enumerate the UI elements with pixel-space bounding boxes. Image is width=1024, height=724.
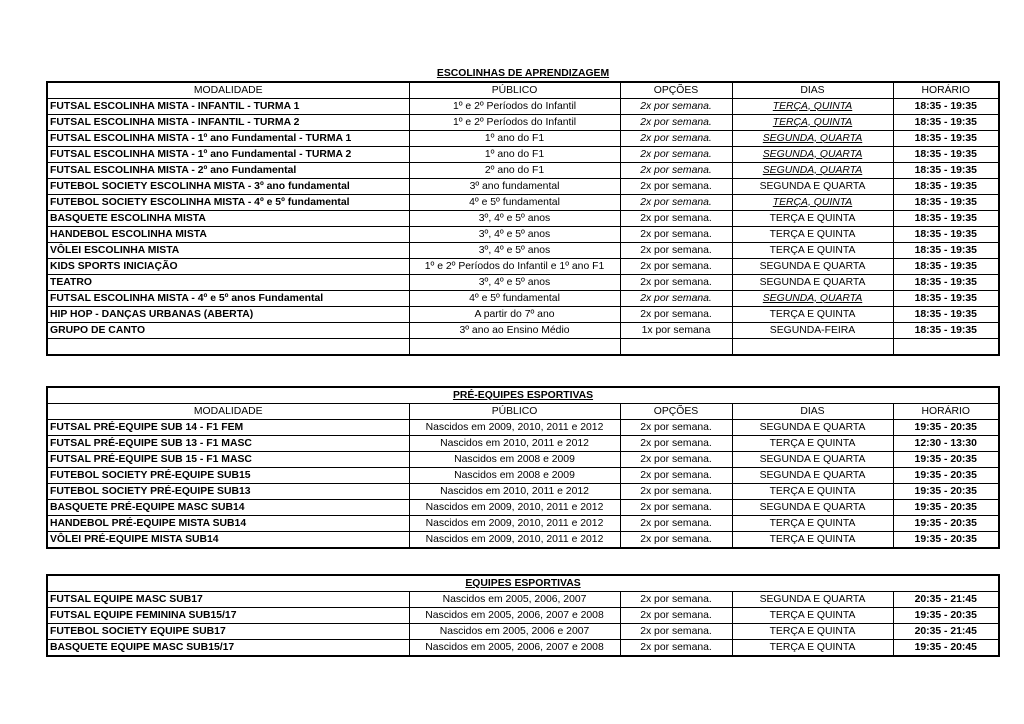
cell-modalidade: TEATRO (47, 275, 409, 291)
cell-publico: Nascidos em 2005, 2006, 2007 e 2008 (409, 608, 620, 624)
cell-dias: SEGUNDA-FEIRA (732, 323, 893, 339)
cell-dias: TERÇA E QUINTA (732, 436, 893, 452)
cell-modalidade: BASQUETE ESCOLINHA MISTA (47, 211, 409, 227)
cell-modalidade: FUTSAL EQUIPE MASC SUB17 (47, 592, 409, 608)
cell-dias: SEGUNDA, QUARTA (732, 163, 893, 179)
cell-opcoes: 2x por semana. (620, 163, 732, 179)
table-row (47, 195, 999, 211)
table-row (47, 484, 999, 500)
cell-dias (732, 339, 893, 356)
cell-publico: 1º ano do F1 (409, 147, 620, 163)
cell-dias: SEGUNDA E QUARTA (732, 468, 893, 484)
cell-opcoes: 2x por semana. (620, 211, 732, 227)
cell-dias: SEGUNDA E QUARTA (732, 275, 893, 291)
table-row (47, 608, 999, 624)
cell-publico: 1º e 2º Períodos do Infantil (409, 115, 620, 131)
cell-dias: TERÇA E QUINTA (732, 307, 893, 323)
cell-dias: SEGUNDA, QUARTA (732, 291, 893, 307)
cell-modalidade: BASQUETE PRÉ-EQUIPE MASC SUB14 (47, 500, 409, 516)
cell-dias: SEGUNDA, QUARTA (732, 147, 893, 163)
cell-modalidade: HANDEBOL ESCOLINHA MISTA (47, 227, 409, 243)
header-dias: DIAS (732, 82, 893, 99)
cell-modalidade: FUTSAL PRÉ-EQUIPE SUB 14 - F1 FEM (47, 420, 409, 436)
cell-publico: 3º, 4º e 5º anos (409, 227, 620, 243)
cell-publico: 3º, 4º e 5º anos (409, 275, 620, 291)
cell-publico: Nascidos em 2008 e 2009 (409, 452, 620, 468)
table-row (47, 500, 999, 516)
table-row (47, 131, 999, 147)
cell-modalidade: FUTSAL ESCOLINHA MISTA - 1º ano Fundamental - TURMA 1 (47, 131, 409, 147)
cell-modalidade: BASQUETE EQUIPE MASC SUB15/17 (47, 640, 409, 657)
cell-horario: 20:35 - 21:45 (893, 592, 999, 608)
cell-dias: TERÇA, QUINTA (732, 195, 893, 211)
table-pre-equipes (46, 386, 1000, 549)
cell-opcoes: 2x por semana. (620, 179, 732, 195)
cell-dias: SEGUNDA E QUARTA (732, 452, 893, 468)
cell-horario: 18:35 - 19:35 (893, 99, 999, 115)
header-publico: PÚBLICO (409, 82, 620, 99)
cell-opcoes: 2x por semana. (620, 131, 732, 147)
cell-modalidade: KIDS SPORTS INICIAÇÃO (47, 259, 409, 275)
table-row (47, 323, 999, 339)
header-horario: HORÁRIO (893, 82, 999, 99)
cell-opcoes: 2x por semana. (620, 243, 732, 259)
cell-horario: 19:35 - 20:35 (893, 500, 999, 516)
cell-horario: 18:35 - 19:35 (893, 259, 999, 275)
cell-dias: TERÇA E QUINTA (732, 484, 893, 500)
header-modalidade: MODALIDADE (47, 404, 409, 420)
cell-dias: SEGUNDA, QUARTA (732, 131, 893, 147)
cell-opcoes: 2x por semana. (620, 275, 732, 291)
cell-dias: TERÇA E QUINTA (732, 532, 893, 549)
cell-modalidade: FUTSAL ESCOLINHA MISTA - INFANTIL - TURMA 2 (47, 115, 409, 131)
header-modalidade: MODALIDADE (47, 82, 409, 99)
cell-publico: 4º e 5º fundamental (409, 195, 620, 211)
table-row (47, 307, 999, 323)
cell-modalidade: FUTSAL EQUIPE FEMININA SUB15/17 (47, 608, 409, 624)
cell-modalidade: VÔLEI ESCOLINHA MISTA (47, 243, 409, 259)
table-row (47, 259, 999, 275)
table-row (47, 163, 999, 179)
cell-dias: TERÇA E QUINTA (732, 640, 893, 657)
cell-dias: TERÇA, QUINTA (732, 99, 893, 115)
section-title: PRÉ-EQUIPES ESPORTIVAS (47, 387, 999, 404)
cell-horario: 19:35 - 20:35 (893, 484, 999, 500)
cell-dias: TERÇA, QUINTA (732, 115, 893, 131)
cell-opcoes: 1x por semana (620, 323, 732, 339)
cell-horario: 18:35 - 19:35 (893, 275, 999, 291)
cell-publico: 2º ano do F1 (409, 163, 620, 179)
header-dias: DIAS (732, 404, 893, 420)
cell-opcoes: 2x por semana. (620, 592, 732, 608)
cell-horario: 18:35 - 19:35 (893, 323, 999, 339)
cell-dias: TERÇA E QUINTA (732, 243, 893, 259)
cell-publico: A partir do 7º ano (409, 307, 620, 323)
cell-modalidade: FUTEBOL SOCIETY EQUIPE SUB17 (47, 624, 409, 640)
cell-modalidade: FUTSAL ESCOLINHA MISTA - 4º e 5º anos Fundamental (47, 291, 409, 307)
cell-modalidade: FUTEBOL SOCIETY PRÉ-EQUIPE SUB15 (47, 468, 409, 484)
cell-opcoes: 2x por semana. (620, 436, 732, 452)
cell-publico: Nascidos em 2009, 2010, 2011 e 2012 (409, 500, 620, 516)
cell-horario: 18:35 - 19:35 (893, 163, 999, 179)
cell-publico: 3º, 4º e 5º anos (409, 211, 620, 227)
section-title: ESCOLINHAS DE APRENDIZAGEM (47, 66, 999, 82)
table-row (47, 468, 999, 484)
cell-horario: 18:35 - 19:35 (893, 307, 999, 323)
cell-publico: 1º ano do F1 (409, 131, 620, 147)
cell-horario: 19:35 - 20:35 (893, 468, 999, 484)
header-publico: PÚBLICO (409, 404, 620, 420)
table-equipes (46, 574, 1000, 657)
cell-publico: 1º e 2º Períodos do Infantil e 1º ano F1 (409, 259, 620, 275)
cell-publico: Nascidos em 2005, 2006 e 2007 (409, 624, 620, 640)
cell-publico: Nascidos em 2009, 2010, 2011 e 2012 (409, 420, 620, 436)
cell-dias: SEGUNDA E QUARTA (732, 259, 893, 275)
cell-opcoes: 2x por semana. (620, 420, 732, 436)
cell-horario: 18:35 - 19:35 (893, 227, 999, 243)
cell-opcoes: 2x por semana. (620, 468, 732, 484)
table-row (47, 339, 999, 356)
cell-modalidade: FUTEBOL SOCIETY PRÉ-EQUIPE SUB13 (47, 484, 409, 500)
table-row (47, 452, 999, 468)
cell-horario: 19:35 - 20:35 (893, 516, 999, 532)
cell-horario: 12:30 - 13:30 (893, 436, 999, 452)
cell-opcoes (620, 339, 732, 356)
cell-modalidade: GRUPO DE CANTO (47, 323, 409, 339)
cell-horario: 18:35 - 19:35 (893, 179, 999, 195)
table-row (47, 640, 999, 657)
cell-modalidade: FUTSAL ESCOLINHA MISTA - 1º ano Fundamental - TURMA 2 (47, 147, 409, 163)
section-title: EQUIPES ESPORTIVAS (47, 575, 999, 592)
cell-dias: TERÇA E QUINTA (732, 608, 893, 624)
table-row (47, 291, 999, 307)
cell-horario: 19:35 - 20:35 (893, 452, 999, 468)
cell-opcoes: 2x por semana. (620, 452, 732, 468)
cell-opcoes: 2x por semana. (620, 608, 732, 624)
table-row (47, 147, 999, 163)
cell-publico: Nascidos em 2010, 2011 e 2012 (409, 484, 620, 500)
cell-horario: 18:35 - 19:35 (893, 243, 999, 259)
cell-publico: Nascidos em 2009, 2010, 2011 e 2012 (409, 532, 620, 549)
cell-modalidade: FUTSAL PRÉ-EQUIPE SUB 15 - F1 MASC (47, 452, 409, 468)
cell-publico (409, 339, 620, 356)
table-row (47, 227, 999, 243)
cell-dias: SEGUNDA E QUARTA (732, 179, 893, 195)
cell-horario: 18:35 - 19:35 (893, 131, 999, 147)
cell-horario: 19:35 - 20:45 (893, 640, 999, 657)
table-row (47, 516, 999, 532)
table-escolinhas (46, 66, 1000, 356)
cell-modalidade: FUTEBOL SOCIETY ESCOLINHA MISTA - 4º e 5º fundamental (47, 195, 409, 211)
cell-modalidade: FUTSAL ESCOLINHA MISTA - INFANTIL - TURMA 1 (47, 99, 409, 115)
cell-publico: 4º e 5º fundamental (409, 291, 620, 307)
cell-horario: 19:35 - 20:35 (893, 420, 999, 436)
table-row (47, 624, 999, 640)
cell-horario: 19:35 - 20:35 (893, 532, 999, 549)
header-opcoes: OPÇÕES (620, 82, 732, 99)
cell-horario: 18:35 - 19:35 (893, 291, 999, 307)
cell-opcoes: 2x por semana. (620, 516, 732, 532)
cell-dias: SEGUNDA E QUARTA (732, 420, 893, 436)
cell-opcoes: 2x por semana. (620, 195, 732, 211)
table-row (47, 436, 999, 452)
cell-horario: 18:35 - 19:35 (893, 115, 999, 131)
header-horario: HORÁRIO (893, 404, 999, 420)
cell-modalidade: FUTEBOL SOCIETY ESCOLINHA MISTA - 3º ano fundamental (47, 179, 409, 195)
cell-opcoes: 2x por semana. (620, 484, 732, 500)
cell-modalidade (47, 339, 409, 356)
table-row (47, 532, 999, 549)
table-row (47, 420, 999, 436)
cell-horario: 19:35 - 20:35 (893, 608, 999, 624)
cell-opcoes: 2x por semana. (620, 115, 732, 131)
cell-horario: 20:35 - 21:45 (893, 624, 999, 640)
cell-horario (893, 339, 999, 356)
table-row (47, 243, 999, 259)
table-row (47, 592, 999, 608)
cell-opcoes: 2x por semana. (620, 227, 732, 243)
cell-publico: Nascidos em 2009, 2010, 2011 e 2012 (409, 516, 620, 532)
cell-publico: 3º ano fundamental (409, 179, 620, 195)
cell-opcoes: 2x por semana. (620, 500, 732, 516)
table-row (47, 211, 999, 227)
cell-dias: TERÇA E QUINTA (732, 624, 893, 640)
table-row (47, 179, 999, 195)
cell-modalidade: FUTSAL ESCOLINHA MISTA - 2º ano Fundamental (47, 163, 409, 179)
table-row (47, 275, 999, 291)
cell-publico: Nascidos em 2005, 2006, 2007 e 2008 (409, 640, 620, 657)
table-row (47, 99, 999, 115)
cell-publico: Nascidos em 2005, 2006, 2007 (409, 592, 620, 608)
cell-opcoes: 2x por semana. (620, 307, 732, 323)
cell-opcoes: 2x por semana. (620, 147, 732, 163)
cell-opcoes: 2x por semana. (620, 291, 732, 307)
cell-modalidade: HANDEBOL PRÉ-EQUIPE MISTA SUB14 (47, 516, 409, 532)
cell-dias: TERÇA E QUINTA (732, 211, 893, 227)
cell-opcoes: 2x por semana. (620, 532, 732, 549)
cell-dias: TERÇA E QUINTA (732, 516, 893, 532)
cell-horario: 18:35 - 19:35 (893, 147, 999, 163)
cell-modalidade: HIP HOP - DANÇAS URBANAS (ABERTA) (47, 307, 409, 323)
cell-publico: Nascidos em 2008 e 2009 (409, 468, 620, 484)
cell-publico: 1º e 2º Períodos do Infantil (409, 99, 620, 115)
cell-modalidade: FUTSAL PRÉ-EQUIPE SUB 13 - F1 MASC (47, 436, 409, 452)
cell-opcoes: 2x por semana. (620, 624, 732, 640)
cell-opcoes: 2x por semana. (620, 99, 732, 115)
cell-horario: 18:35 - 19:35 (893, 195, 999, 211)
cell-opcoes: 2x por semana. (620, 259, 732, 275)
cell-dias: TERÇA E QUINTA (732, 227, 893, 243)
cell-publico: Nascidos em 2010, 2011 e 2012 (409, 436, 620, 452)
cell-dias: SEGUNDA E QUARTA (732, 592, 893, 608)
cell-publico: 3º ano ao Ensino Médio (409, 323, 620, 339)
table-row (47, 115, 999, 131)
cell-publico: 3º, 4º e 5º anos (409, 243, 620, 259)
header-opcoes: OPÇÕES (620, 404, 732, 420)
cell-horario: 18:35 - 19:35 (893, 211, 999, 227)
cell-modalidade: VÔLEI PRÉ-EQUIPE MISTA SUB14 (47, 532, 409, 549)
cell-dias: SEGUNDA E QUARTA (732, 500, 893, 516)
cell-opcoes: 2x por semana. (620, 640, 732, 657)
